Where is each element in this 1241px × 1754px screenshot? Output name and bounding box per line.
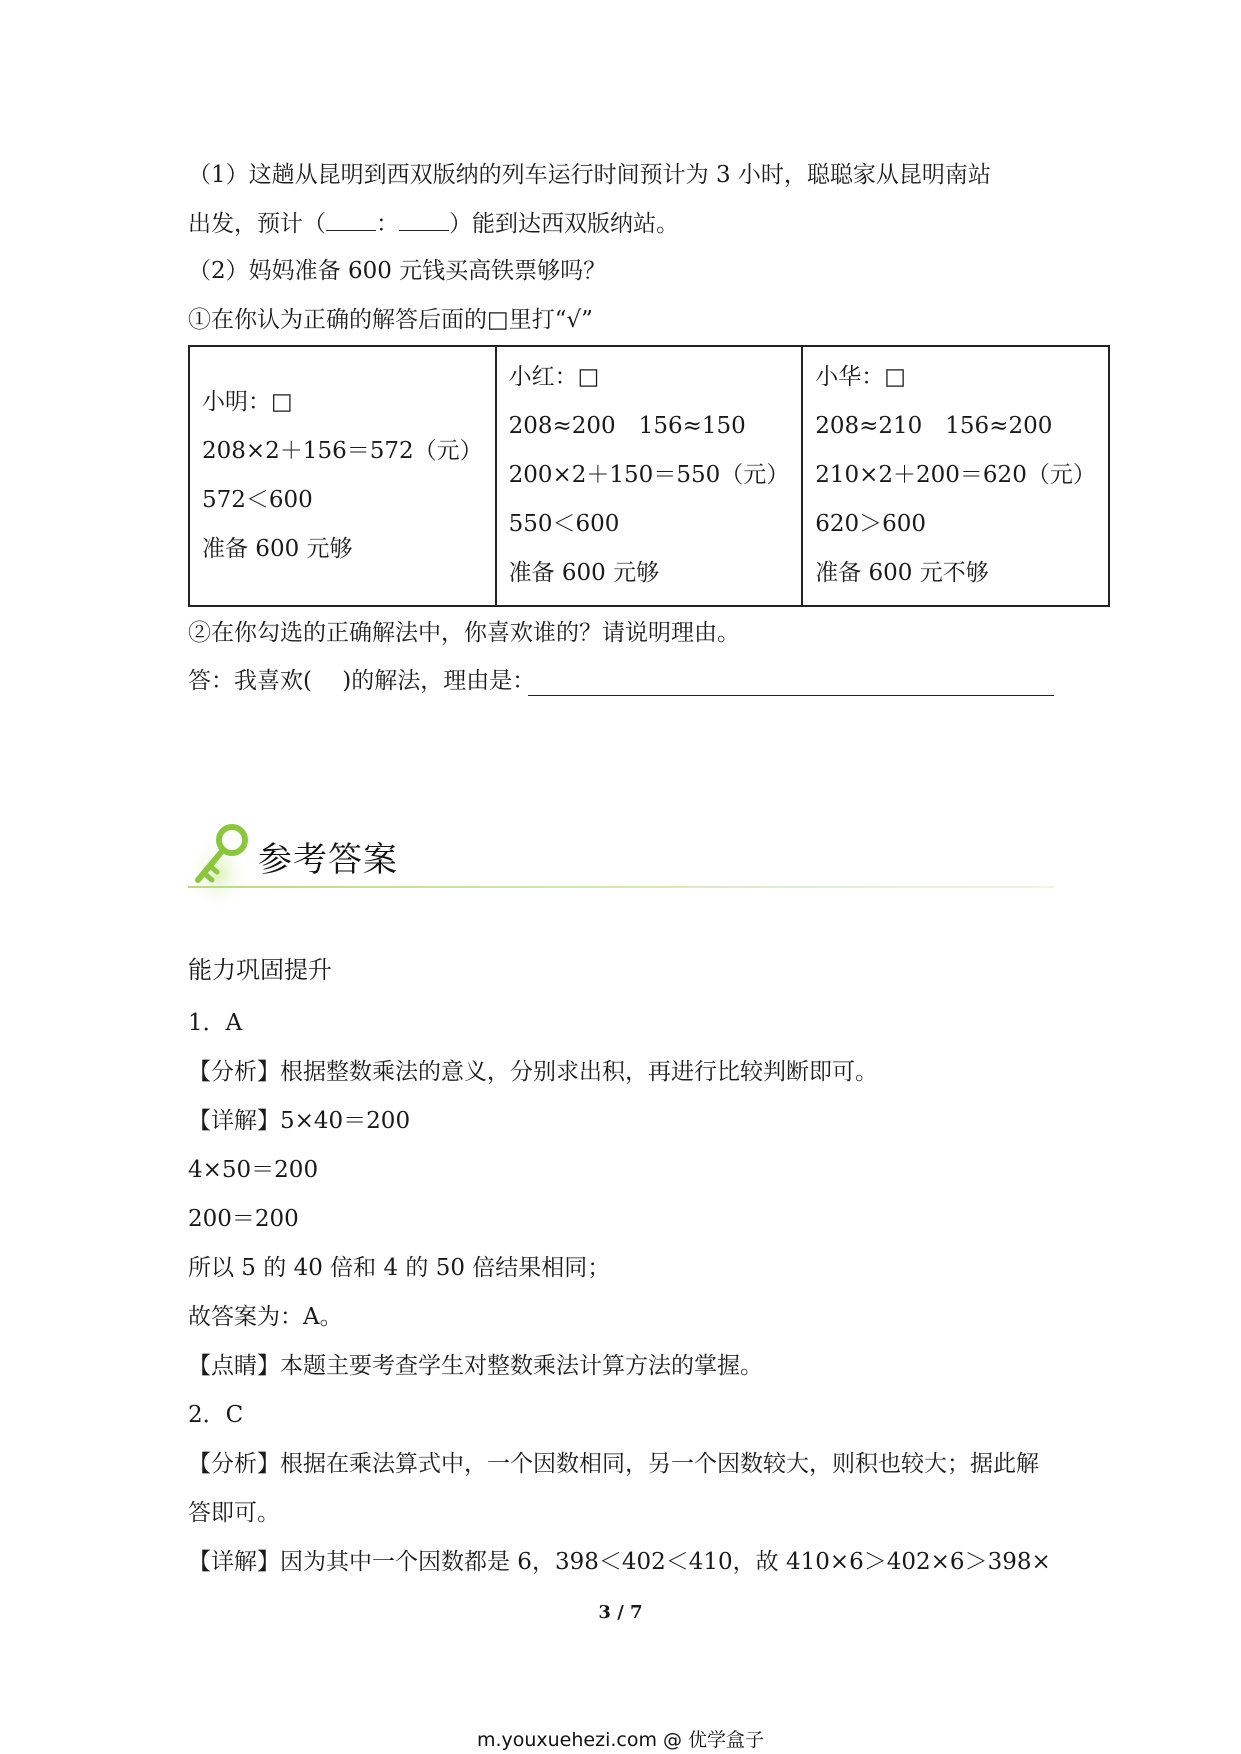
solutions-table	[188, 345, 1110, 607]
watermark: m.youxuehezi.com @ 优学盒子	[476, 1729, 765, 1751]
section-rule	[188, 886, 1054, 888]
solution-name: 小红：□	[508, 364, 600, 390]
key-icon	[188, 820, 254, 912]
solution-xiaoming	[189, 346, 496, 606]
solution-line: 准备 600 元够	[202, 536, 353, 562]
solution-line: 550＜600	[508, 511, 620, 537]
answer-line-4: 4×50＝200	[188, 1157, 319, 1183]
question-part1-line2	[188, 208, 679, 239]
solution-line: 准备 600 元不够	[815, 560, 989, 586]
question-part1-line1: （1）这趟从昆明到西双版纳的列车运行时间预计为 3 小时，聪聪家从昆明南站	[188, 162, 991, 188]
solution-name: 小华：□	[815, 364, 906, 390]
sub-heading: 能力巩固提升	[188, 956, 332, 984]
answer-line-5: 200＝200	[188, 1206, 299, 1232]
solution-line: 620＞600	[815, 511, 927, 537]
minute-blank	[399, 208, 449, 231]
hour-blank	[326, 208, 376, 231]
solution-line: 200×2＋150＝550（元）	[508, 462, 790, 488]
answer-line-10: 【分析】根据在乘法算式中，一个因数相同，另一个因数较大，则积也较大；据此解答即可。	[188, 1451, 1039, 1526]
answer-line-8: 【点睛】本题主要考查学生对整数乘法计算方法的掌握。	[188, 1353, 763, 1379]
question-sub2: ②在你勾选的正确解法中，你喜欢谁的？请说明理由。	[188, 620, 740, 646]
part1-line2-suffix: ）能到达西双版纳站。	[449, 211, 679, 237]
answer-line-1: 1．A	[188, 1010, 243, 1036]
question-part2: （2）妈妈准备 600 元钱买高铁票够吗？	[188, 258, 607, 284]
solution-line: 572＜600	[202, 487, 313, 513]
page-number: 3 / 7	[598, 1602, 643, 1623]
colon: ：	[376, 211, 399, 237]
answer-line-9: 2．C	[188, 1402, 244, 1428]
question-sub1: ①在你认为正确的解答后面的□里打“√”	[188, 307, 593, 333]
solution-line: 208≈200 156≈150	[508, 413, 746, 439]
solution-line: 准备 600 元够	[508, 560, 660, 586]
answer-prompt: 答：我喜欢( )的解法，理由是：	[188, 668, 536, 694]
solution-xiaohong	[496, 346, 803, 606]
answer-underline	[528, 695, 1054, 696]
solution-line: 208≈210 156≈200	[815, 413, 1053, 439]
solution-xiaohua	[802, 346, 1109, 606]
answer-line-2: 【分析】根据整数乘法的意义，分别求出积，再进行比较判断即可。	[188, 1059, 878, 1085]
solution-line: 210×2＋200＝620（元）	[815, 462, 1096, 488]
answer-line-6: 所以 5 的 40 倍和 4 的 50 倍结果相同；	[188, 1255, 611, 1281]
answer-line-3: 【详解】5×40＝200	[188, 1108, 411, 1134]
part1-line2-prefix: 出发，预计（	[188, 211, 326, 237]
section-title: 参考答案	[258, 840, 398, 880]
section-header	[188, 820, 1054, 916]
solution-line: 208×2＋156＝572（元）	[202, 438, 483, 464]
solution-name: 小明：□	[202, 389, 293, 415]
answer-line-7: 故答案为：A。	[188, 1304, 343, 1330]
answer-line-11: 【详解】因为其中一个因数都是 6，398＜402＜410，故 410×6＞402×6＞398×	[188, 1549, 1051, 1575]
